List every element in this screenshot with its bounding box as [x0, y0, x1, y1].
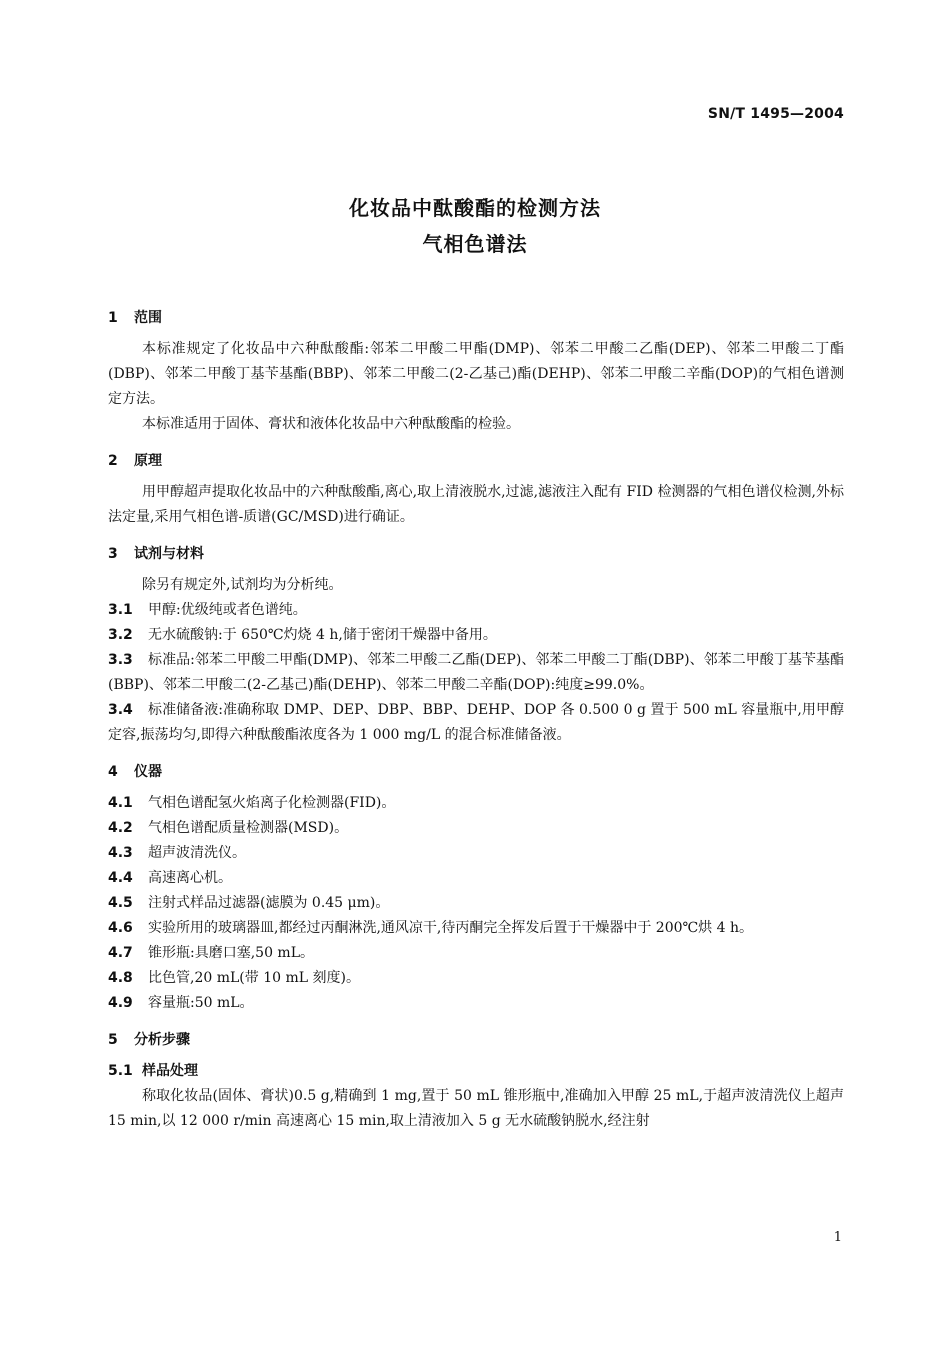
document-subtitle: 气相色谱法 — [422, 232, 528, 256]
item-text: 实验所用的玻璃器皿,都经过丙酮淋洗,通风凉干,待丙酮完全挥发后置于干燥器中于 200℃烘 4 h。 — [148, 920, 754, 936]
item-text: 高速离心机。 — [148, 870, 232, 886]
list-item — [108, 623, 844, 648]
paragraph: 除另有规定外,试剂均为分析纯。 — [142, 577, 343, 593]
item-number: 3.4 — [108, 702, 133, 718]
list-item — [108, 648, 844, 698]
item-number: 4.3 — [108, 845, 133, 861]
section-scope — [108, 306, 844, 437]
list-item — [108, 891, 844, 916]
item-text: 标准储备液:准确称取 DMP、DEP、DBP、BBP、DEHP、DOP 各 0.500 0 g 置于 500 mL 容量瓶中,用甲醇定容,振荡均匀,即得六种酞酸酯浓度各为 1 000 mg/L 的混合标准储备液。 — [108, 702, 844, 743]
section-principle — [108, 449, 844, 530]
standard-code: SN/T 1495—2004 — [707, 106, 844, 122]
item-text: 气相色谱配质量检测器(MSD)。 — [148, 820, 349, 836]
item-number: 3.2 — [108, 627, 133, 643]
item-number: 4.4 — [108, 870, 133, 886]
item-number: 4.6 — [108, 920, 133, 936]
item-number: 4.7 — [108, 945, 133, 961]
item-number: 4.5 — [108, 895, 133, 911]
section-procedure — [108, 1028, 844, 1134]
list-item — [108, 991, 844, 1016]
item-text: 容量瓶:50 mL。 — [148, 995, 254, 1011]
subsection-number: 5.1 — [108, 1063, 133, 1079]
document-body — [108, 306, 844, 1134]
list-item — [108, 941, 844, 966]
list-item — [108, 698, 844, 748]
section-heading — [108, 542, 844, 567]
item-text: 气相色谱配氢火焰离子化检测器(FID)。 — [148, 795, 396, 811]
section-title: 仪器 — [134, 764, 162, 780]
item-number: 3.1 — [108, 602, 133, 618]
item-text: 比色管,20 mL(带 10 mL 刻度)。 — [148, 970, 360, 986]
list-item — [108, 791, 844, 816]
document-title: 化妆品中酞酸酯的检测方法 — [349, 196, 601, 220]
page-number: 1 — [833, 1230, 842, 1245]
item-number: 4.9 — [108, 995, 133, 1011]
item-text: 无水硫酸钠:于 650℃灼烧 4 h,储于密闭干燥器中备用。 — [148, 627, 497, 643]
subsection-title: 样品处理 — [142, 1063, 198, 1079]
item-text: 锥形瓶:具磨口塞,50 mL。 — [148, 945, 315, 961]
list-item — [108, 841, 844, 866]
paragraph: 本标准规定了化妆品中六种酞酸酯:邻苯二甲酸二甲酯(DMP)、邻苯二甲酸二乙酯(DEP)、邻苯二甲酸二丁酯(DBP)、邻苯二甲酸丁基苄基酯(BBP)、邻苯二甲酸二(2-乙基己)酯(DEHP)、邻苯二甲酸二辛酯(DOP)的气相色谱测定方法。 — [108, 341, 844, 407]
list-item — [108, 816, 844, 841]
item-text: 超声波清洗仪。 — [148, 845, 246, 861]
item-text: 甲醇:优级纯或者色谱纯。 — [148, 602, 307, 618]
section-title: 原理 — [134, 453, 162, 469]
section-apparatus — [108, 760, 844, 1016]
section-heading — [108, 449, 844, 474]
section-title: 试剂与材料 — [134, 546, 204, 562]
section-number: 2 — [108, 453, 118, 469]
list-item — [108, 916, 844, 941]
item-number: 4.8 — [108, 970, 133, 986]
item-text: 注射式样品过滤器(滤膜为 0.45 μm)。 — [148, 895, 390, 911]
section-number: 5 — [108, 1032, 118, 1048]
section-heading — [108, 306, 844, 331]
item-number: 4.2 — [108, 820, 133, 836]
list-item — [108, 966, 844, 991]
section-reagents — [108, 542, 844, 748]
subsection-heading — [108, 1059, 844, 1084]
section-title: 分析步骤 — [134, 1032, 190, 1048]
section-title: 范围 — [134, 310, 162, 326]
section-number: 1 — [108, 310, 118, 326]
list-item — [108, 866, 844, 891]
item-text: 标准品:邻苯二甲酸二甲酯(DMP)、邻苯二甲酸二乙酯(DEP)、邻苯二甲酸二丁酯(DBP)、邻苯二甲酸丁基苄基酯(BBP)、邻苯二甲酸二(2-乙基己)酯(DEHP)、邻苯二甲酸二辛酯(DOP):纯度≥99.0%。 — [108, 652, 844, 693]
section-heading — [108, 760, 844, 785]
section-number: 3 — [108, 546, 118, 562]
item-number: 3.3 — [108, 652, 133, 668]
item-number: 4.1 — [108, 795, 133, 811]
paragraph: 用甲醇超声提取化妆品中的六种酞酸酯,离心,取上清液脱水,过滤,滤液注入配有 FID 检测器的气相色谱仪检测,外标法定量,采用气相色谱-质谱(GC/MSD)进行确证。 — [108, 484, 844, 525]
paragraph: 称取化妆品(固体、膏状)0.5 g,精确到 1 mg,置于 50 mL 锥形瓶中,准确加入甲醇 25 mL,于超声波清洗仪上超声 15 min,以 12 000 r/min 高速离心 15 min,取上清液加入 5 g 无水硫酸钠脱水,经注射 — [108, 1088, 844, 1129]
section-heading — [108, 1028, 844, 1053]
paragraph: 本标准适用于固体、膏状和液体化妆品中六种酞酸酯的检验。 — [142, 416, 520, 432]
section-number: 4 — [108, 764, 118, 780]
list-item — [108, 598, 844, 623]
